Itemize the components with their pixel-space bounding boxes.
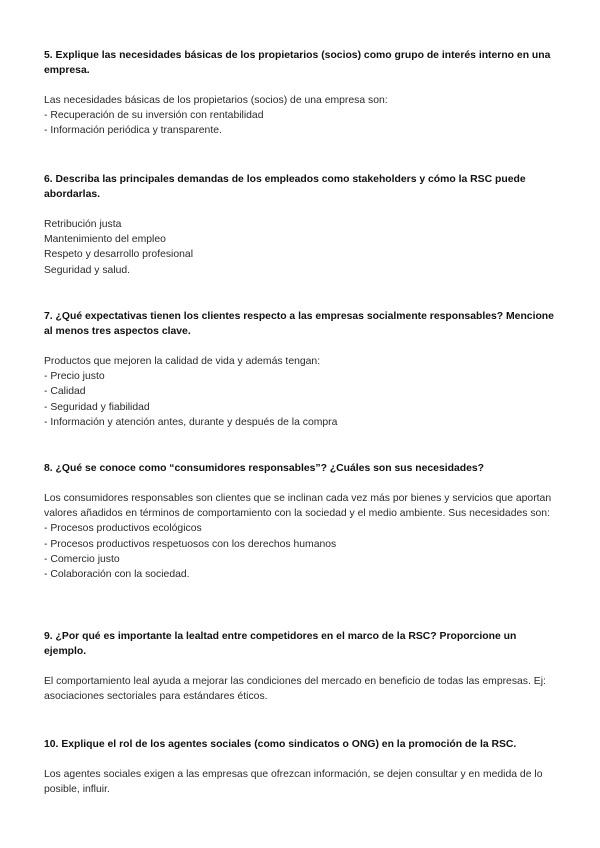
answer-line: - Colaboración con la sociedad. bbox=[44, 569, 190, 581]
answer-line: - Recuperación de su inversión con rentabilidad bbox=[44, 110, 264, 122]
question-9-section bbox=[44, 629, 560, 704]
answer-line: Seguridad y salud. bbox=[44, 264, 131, 276]
answer-line: - Seguridad y fiabilidad bbox=[44, 401, 150, 413]
question-10-section bbox=[44, 737, 560, 797]
question-7-section bbox=[44, 309, 560, 430]
question-8-section bbox=[44, 461, 560, 582]
question-5-heading: 5. Explique las necesidades básicas de los propietarios (socios) como grupo de interés interno en una empresa. bbox=[44, 50, 551, 76]
answer-line: - Procesos productivos respetuosos con los derechos humanos bbox=[44, 538, 337, 550]
answer-line: Las necesidades básicas de los propietarios (socios) de una empresa son: bbox=[44, 95, 388, 106]
question-5-section bbox=[44, 48, 560, 139]
question-8-heading: 8. ¿Qué se conoce como “consumidores responsables”? ¿Cuáles son sus necesidades? bbox=[44, 463, 485, 474]
question-6-section bbox=[44, 172, 560, 278]
answer-line: - Precio justo bbox=[44, 371, 105, 383]
answer-line: El comportamiento leal ayuda a mejorar las condiciones del mercado en beneficio de todas las empresas. Ej: asociaciones sectoriales para estándares éticos. bbox=[44, 676, 546, 703]
answer-line: - Comercio justo bbox=[44, 553, 120, 565]
question-10-heading: 10. Explique el rol de los agentes sociales (como sindicatos o ONG) en la promoción de la RSC. bbox=[44, 739, 517, 750]
question-7-heading: 7. ¿Qué expectativas tienen los clientes respecto a las empresas socialmente responsables? Mencione al menos tres aspectos clave. bbox=[44, 311, 554, 337]
answer-line: - Procesos productivos ecológicos bbox=[44, 523, 202, 535]
answer-line: Respeto y desarrollo profesional bbox=[44, 249, 194, 261]
answer-line: Productos que mejoren la calidad de vida y además tengan: bbox=[44, 356, 321, 367]
answer-line: Los consumidores responsables son clientes que se inclinan cada vez más por bienes y servicios que aportan valores añadidos en términos de comportamiento con la sociedad y el medio ambiente. Sus necesidades son: bbox=[44, 493, 552, 520]
answer-line: - Información periódica y transparente. bbox=[44, 125, 222, 137]
answer-line: - Calidad bbox=[44, 386, 86, 398]
answer-line: Retribución justa bbox=[44, 219, 122, 230]
answer-line: Mantenimiento del empleo bbox=[44, 234, 166, 246]
answer-line: Los agentes sociales exigen a las empresas que ofrezcan información, se dejen consultar y en medida de lo posible, influir. bbox=[44, 769, 543, 796]
question-6-heading: 6. Describa las principales demandas de los empleados como stakeholders y cómo la RSC puede abordarlas. bbox=[44, 174, 526, 200]
question-9-heading: 9. ¿Por qué es importante la lealtad entre competidores en el marco de la RSC? Proporcione un ejemplo. bbox=[44, 631, 517, 657]
answer-line: - Información y atención antes, durante y después de la compra bbox=[44, 416, 338, 428]
